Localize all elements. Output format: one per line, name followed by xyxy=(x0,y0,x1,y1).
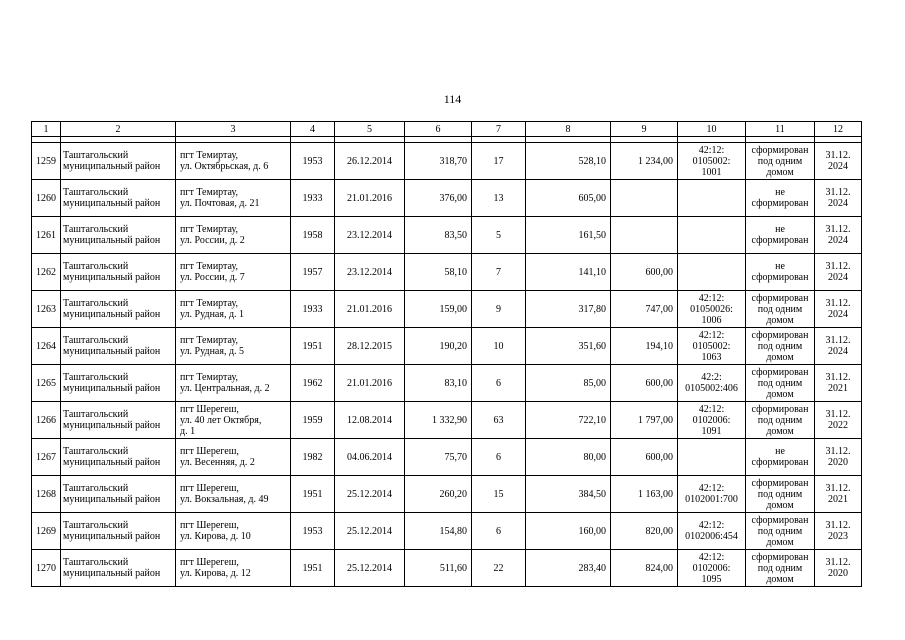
date-cell: 21.01.2016 xyxy=(335,365,405,402)
row-number: 1261 xyxy=(32,217,61,254)
address-cell xyxy=(176,439,291,476)
cadastral-cell: 42:12: 01050026: 1006 xyxy=(678,291,746,328)
area-cell: 159,00 xyxy=(405,291,472,328)
deadline-cell: 31.12. 2024 xyxy=(815,217,862,254)
date-cell: 21.01.2016 xyxy=(335,291,405,328)
column-header-12: 12 xyxy=(815,122,862,137)
column-header-8: 8 xyxy=(526,122,611,137)
table-row xyxy=(32,476,862,513)
deadline-cell: 31.12. 2020 xyxy=(815,439,862,476)
address-locality: пгт Темиртау, xyxy=(180,335,238,346)
col9-cell: 1 234,00 xyxy=(611,143,678,180)
column-header-11: 11 xyxy=(746,122,815,137)
cadastral-cell: 42:12: 0102006:454 xyxy=(678,513,746,550)
table-row xyxy=(32,180,862,217)
area-cell: 83,50 xyxy=(405,217,472,254)
column-header-5: 5 xyxy=(335,122,405,137)
address-cell xyxy=(176,476,291,513)
count-cell: 17 xyxy=(472,143,526,180)
district-cell: Таштагольский муниципальный район xyxy=(61,254,176,291)
address-locality: пгт Шерегеш, xyxy=(180,446,239,457)
district-cell: Таштагольский муниципальный район xyxy=(61,365,176,402)
year-cell: 1959 xyxy=(291,402,335,439)
col9-cell: 194,10 xyxy=(611,328,678,365)
status-cell: сформирован под одним домом xyxy=(746,550,815,587)
count-cell: 6 xyxy=(472,513,526,550)
count-cell: 15 xyxy=(472,476,526,513)
status-cell: сформирован под одним домом xyxy=(746,143,815,180)
district-cell: Таштагольский муниципальный район xyxy=(61,439,176,476)
district-cell: Таштагольский муниципальный район xyxy=(61,513,176,550)
year-cell: 1953 xyxy=(291,513,335,550)
area-cell: 511,60 xyxy=(405,550,472,587)
year-cell: 1933 xyxy=(291,180,335,217)
deadline-cell: 31.12. 2023 xyxy=(815,513,862,550)
col8-cell: 605,00 xyxy=(526,180,611,217)
address-cell xyxy=(176,513,291,550)
table-row xyxy=(32,513,862,550)
row-number: 1270 xyxy=(32,550,61,587)
status-cell: сформирован под одним домом xyxy=(746,291,815,328)
status-cell: сформирован под одним домом xyxy=(746,476,815,513)
address-street: ул. Октябрьская, д. 6 xyxy=(180,161,269,172)
table-body xyxy=(32,137,862,587)
district-cell: Таштагольский муниципальный район xyxy=(61,143,176,180)
col8-cell: 283,40 xyxy=(526,550,611,587)
address-cell xyxy=(176,291,291,328)
col9-cell: 1 797,00 xyxy=(611,402,678,439)
area-cell: 260,20 xyxy=(405,476,472,513)
date-cell: 25.12.2014 xyxy=(335,513,405,550)
cadastral-cell: 42:2: 0105002:406 xyxy=(678,365,746,402)
district-cell: Таштагольский муниципальный район xyxy=(61,328,176,365)
address-locality: пгт Шерегеш, xyxy=(180,403,239,415)
cadastral-cell xyxy=(678,180,746,217)
col9-cell xyxy=(611,180,678,217)
cadastral-cell: 42:12: 0102006: 1091 xyxy=(678,402,746,439)
col9-cell xyxy=(611,217,678,254)
address-cell xyxy=(176,143,291,180)
col9-cell: 600,00 xyxy=(611,365,678,402)
status-cell: не сформирован xyxy=(746,217,815,254)
col8-cell: 528,10 xyxy=(526,143,611,180)
address-street: ул. Центральная, д. 2 xyxy=(180,383,270,394)
column-header-2: 2 xyxy=(61,122,176,137)
col8-cell: 351,60 xyxy=(526,328,611,365)
cadastral-cell xyxy=(678,439,746,476)
area-cell: 318,70 xyxy=(405,143,472,180)
address-street: ул. 40 лет Октября, д. 1 xyxy=(180,414,262,437)
address-cell xyxy=(176,365,291,402)
district-cell: Таштагольский муниципальный район xyxy=(61,402,176,439)
status-cell: сформирован под одним домом xyxy=(746,365,815,402)
column-header-9: 9 xyxy=(611,122,678,137)
address-street: ул. Рудная, д. 1 xyxy=(180,309,245,320)
area-cell: 154,80 xyxy=(405,513,472,550)
year-cell: 1953 xyxy=(291,143,335,180)
row-number: 1265 xyxy=(32,365,61,402)
area-cell: 190,20 xyxy=(405,328,472,365)
count-cell: 13 xyxy=(472,180,526,217)
year-cell: 1951 xyxy=(291,476,335,513)
area-cell: 75,70 xyxy=(405,439,472,476)
column-header-4: 4 xyxy=(291,122,335,137)
address-street: ул. России, д. 7 xyxy=(180,272,245,283)
district-cell: Таштагольский муниципальный район xyxy=(61,550,176,587)
date-cell: 12.08.2014 xyxy=(335,402,405,439)
deadline-cell: 31.12. 2024 xyxy=(815,328,862,365)
area-cell: 83,10 xyxy=(405,365,472,402)
cadastral-cell: 42:12: 0105002: 1001 xyxy=(678,143,746,180)
address-locality: пгт Темиртау, xyxy=(180,150,238,161)
deadline-cell: 31.12. 2024 xyxy=(815,143,862,180)
row-number: 1268 xyxy=(32,476,61,513)
col8-cell: 160,00 xyxy=(526,513,611,550)
col8-cell: 141,10 xyxy=(526,254,611,291)
header-row xyxy=(32,122,862,137)
col9-cell: 747,00 xyxy=(611,291,678,328)
col8-cell: 317,80 xyxy=(526,291,611,328)
district-cell: Таштагольский муниципальный район xyxy=(61,476,176,513)
area-cell: 58,10 xyxy=(405,254,472,291)
cadastral-cell: 42:12: 0105002: 1063 xyxy=(678,328,746,365)
address-street: ул. Почтовая, д. 21 xyxy=(180,198,260,209)
column-header-3: 3 xyxy=(176,122,291,137)
col8-cell: 85,00 xyxy=(526,365,611,402)
table-row xyxy=(32,439,862,476)
row-number: 1264 xyxy=(32,328,61,365)
col8-cell: 722,10 xyxy=(526,402,611,439)
cadastral-cell xyxy=(678,217,746,254)
address-cell xyxy=(176,180,291,217)
address-cell xyxy=(176,550,291,587)
area-cell: 1 332,90 xyxy=(405,402,472,439)
col8-cell: 161,50 xyxy=(526,217,611,254)
table-row xyxy=(32,143,862,180)
deadline-cell: 31.12. 2022 xyxy=(815,402,862,439)
date-cell: 23.12.2014 xyxy=(335,217,405,254)
cadastral-cell: 42:12: 0102006: 1095 xyxy=(678,550,746,587)
cadastral-cell xyxy=(678,254,746,291)
address-cell xyxy=(176,254,291,291)
column-header-1: 1 xyxy=(32,122,61,137)
year-cell: 1933 xyxy=(291,291,335,328)
status-cell: не сформирован xyxy=(746,254,815,291)
col9-cell: 820,00 xyxy=(611,513,678,550)
district-cell: Таштагольский муниципальный район xyxy=(61,217,176,254)
district-cell: Таштагольский муниципальный район xyxy=(61,180,176,217)
row-number: 1267 xyxy=(32,439,61,476)
col9-cell: 824,00 xyxy=(611,550,678,587)
row-number: 1259 xyxy=(32,143,61,180)
housing-table xyxy=(31,121,862,587)
row-number: 1263 xyxy=(32,291,61,328)
row-number: 1269 xyxy=(32,513,61,550)
page-number: 114 xyxy=(443,92,462,106)
row-number: 1260 xyxy=(32,180,61,217)
year-cell: 1951 xyxy=(291,328,335,365)
status-cell: сформирован под одним домом xyxy=(746,328,815,365)
year-cell: 1951 xyxy=(291,550,335,587)
col8-cell: 384,50 xyxy=(526,476,611,513)
deadline-cell: 31.12. 2021 xyxy=(815,365,862,402)
area-cell: 376,00 xyxy=(405,180,472,217)
table-row xyxy=(32,550,862,587)
address-locality: пгт Темиртау, xyxy=(180,261,238,272)
col9-cell: 1 163,00 xyxy=(611,476,678,513)
address-street: ул. Рудная, д. 5 xyxy=(180,346,245,357)
address-street: ул. России, д. 2 xyxy=(180,235,245,246)
deadline-cell: 31.12. 2024 xyxy=(815,254,862,291)
address-locality: пгт Темиртау, xyxy=(180,298,238,309)
count-cell: 9 xyxy=(472,291,526,328)
year-cell: 1962 xyxy=(291,365,335,402)
address-locality: пгт Шерегеш, xyxy=(180,483,239,494)
year-cell: 1982 xyxy=(291,439,335,476)
table-row xyxy=(32,217,862,254)
address-cell xyxy=(176,217,291,254)
count-cell: 22 xyxy=(472,550,526,587)
count-cell: 6 xyxy=(472,365,526,402)
status-cell: не сформирован xyxy=(746,439,815,476)
col9-cell: 600,00 xyxy=(611,439,678,476)
address-locality: пгт Шерегеш, xyxy=(180,557,239,568)
count-cell: 5 xyxy=(472,217,526,254)
address-locality: пгт Темиртау, xyxy=(180,224,238,235)
table-row xyxy=(32,254,862,291)
count-cell: 6 xyxy=(472,439,526,476)
address-street: ул. Кирова, д. 10 xyxy=(180,531,251,542)
table-row xyxy=(32,291,862,328)
address-cell xyxy=(176,328,291,365)
address-locality: пгт Шерегеш, xyxy=(180,520,239,531)
date-cell: 23.12.2014 xyxy=(335,254,405,291)
year-cell: 1957 xyxy=(291,254,335,291)
count-cell: 10 xyxy=(472,328,526,365)
table-row xyxy=(32,365,862,402)
address-street: ул. Вокзальная, д. 49 xyxy=(180,494,269,505)
status-cell: сформирован под одним домом xyxy=(746,513,815,550)
address-street: ул. Кирова, д. 12 xyxy=(180,568,251,579)
date-cell: 28.12.2015 xyxy=(335,328,405,365)
district-cell: Таштагольский муниципальный район xyxy=(61,291,176,328)
date-cell: 21.01.2016 xyxy=(335,180,405,217)
status-cell: сформирован под одним домом xyxy=(746,402,815,439)
status-cell: не сформирован xyxy=(746,180,815,217)
col8-cell: 80,00 xyxy=(526,439,611,476)
address-street: ул. Весенняя, д. 2 xyxy=(180,457,255,468)
cadastral-cell: 42:12: 0102001:700 xyxy=(678,476,746,513)
date-cell: 04.06.2014 xyxy=(335,439,405,476)
table-row xyxy=(32,402,862,439)
count-cell: 63 xyxy=(472,402,526,439)
date-cell: 25.12.2014 xyxy=(335,476,405,513)
address-locality: пгт Темиртау, xyxy=(180,372,238,383)
deadline-cell: 31.12. 2020 xyxy=(815,550,862,587)
count-cell: 7 xyxy=(472,254,526,291)
year-cell: 1958 xyxy=(291,217,335,254)
address-locality: пгт Темиртау, xyxy=(180,187,238,198)
deadline-cell: 31.12. 2024 xyxy=(815,180,862,217)
address-cell xyxy=(176,402,291,439)
column-header-6: 6 xyxy=(405,122,472,137)
row-number: 1266 xyxy=(32,402,61,439)
date-cell: 26.12.2014 xyxy=(335,143,405,180)
deadline-cell: 31.12. 2021 xyxy=(815,476,862,513)
deadline-cell: 31.12. 2024 xyxy=(815,291,862,328)
row-number: 1262 xyxy=(32,254,61,291)
column-header-10: 10 xyxy=(678,122,746,137)
table-row xyxy=(32,328,862,365)
column-header-7: 7 xyxy=(472,122,526,137)
date-cell: 25.12.2014 xyxy=(335,550,405,587)
col9-cell: 600,00 xyxy=(611,254,678,291)
